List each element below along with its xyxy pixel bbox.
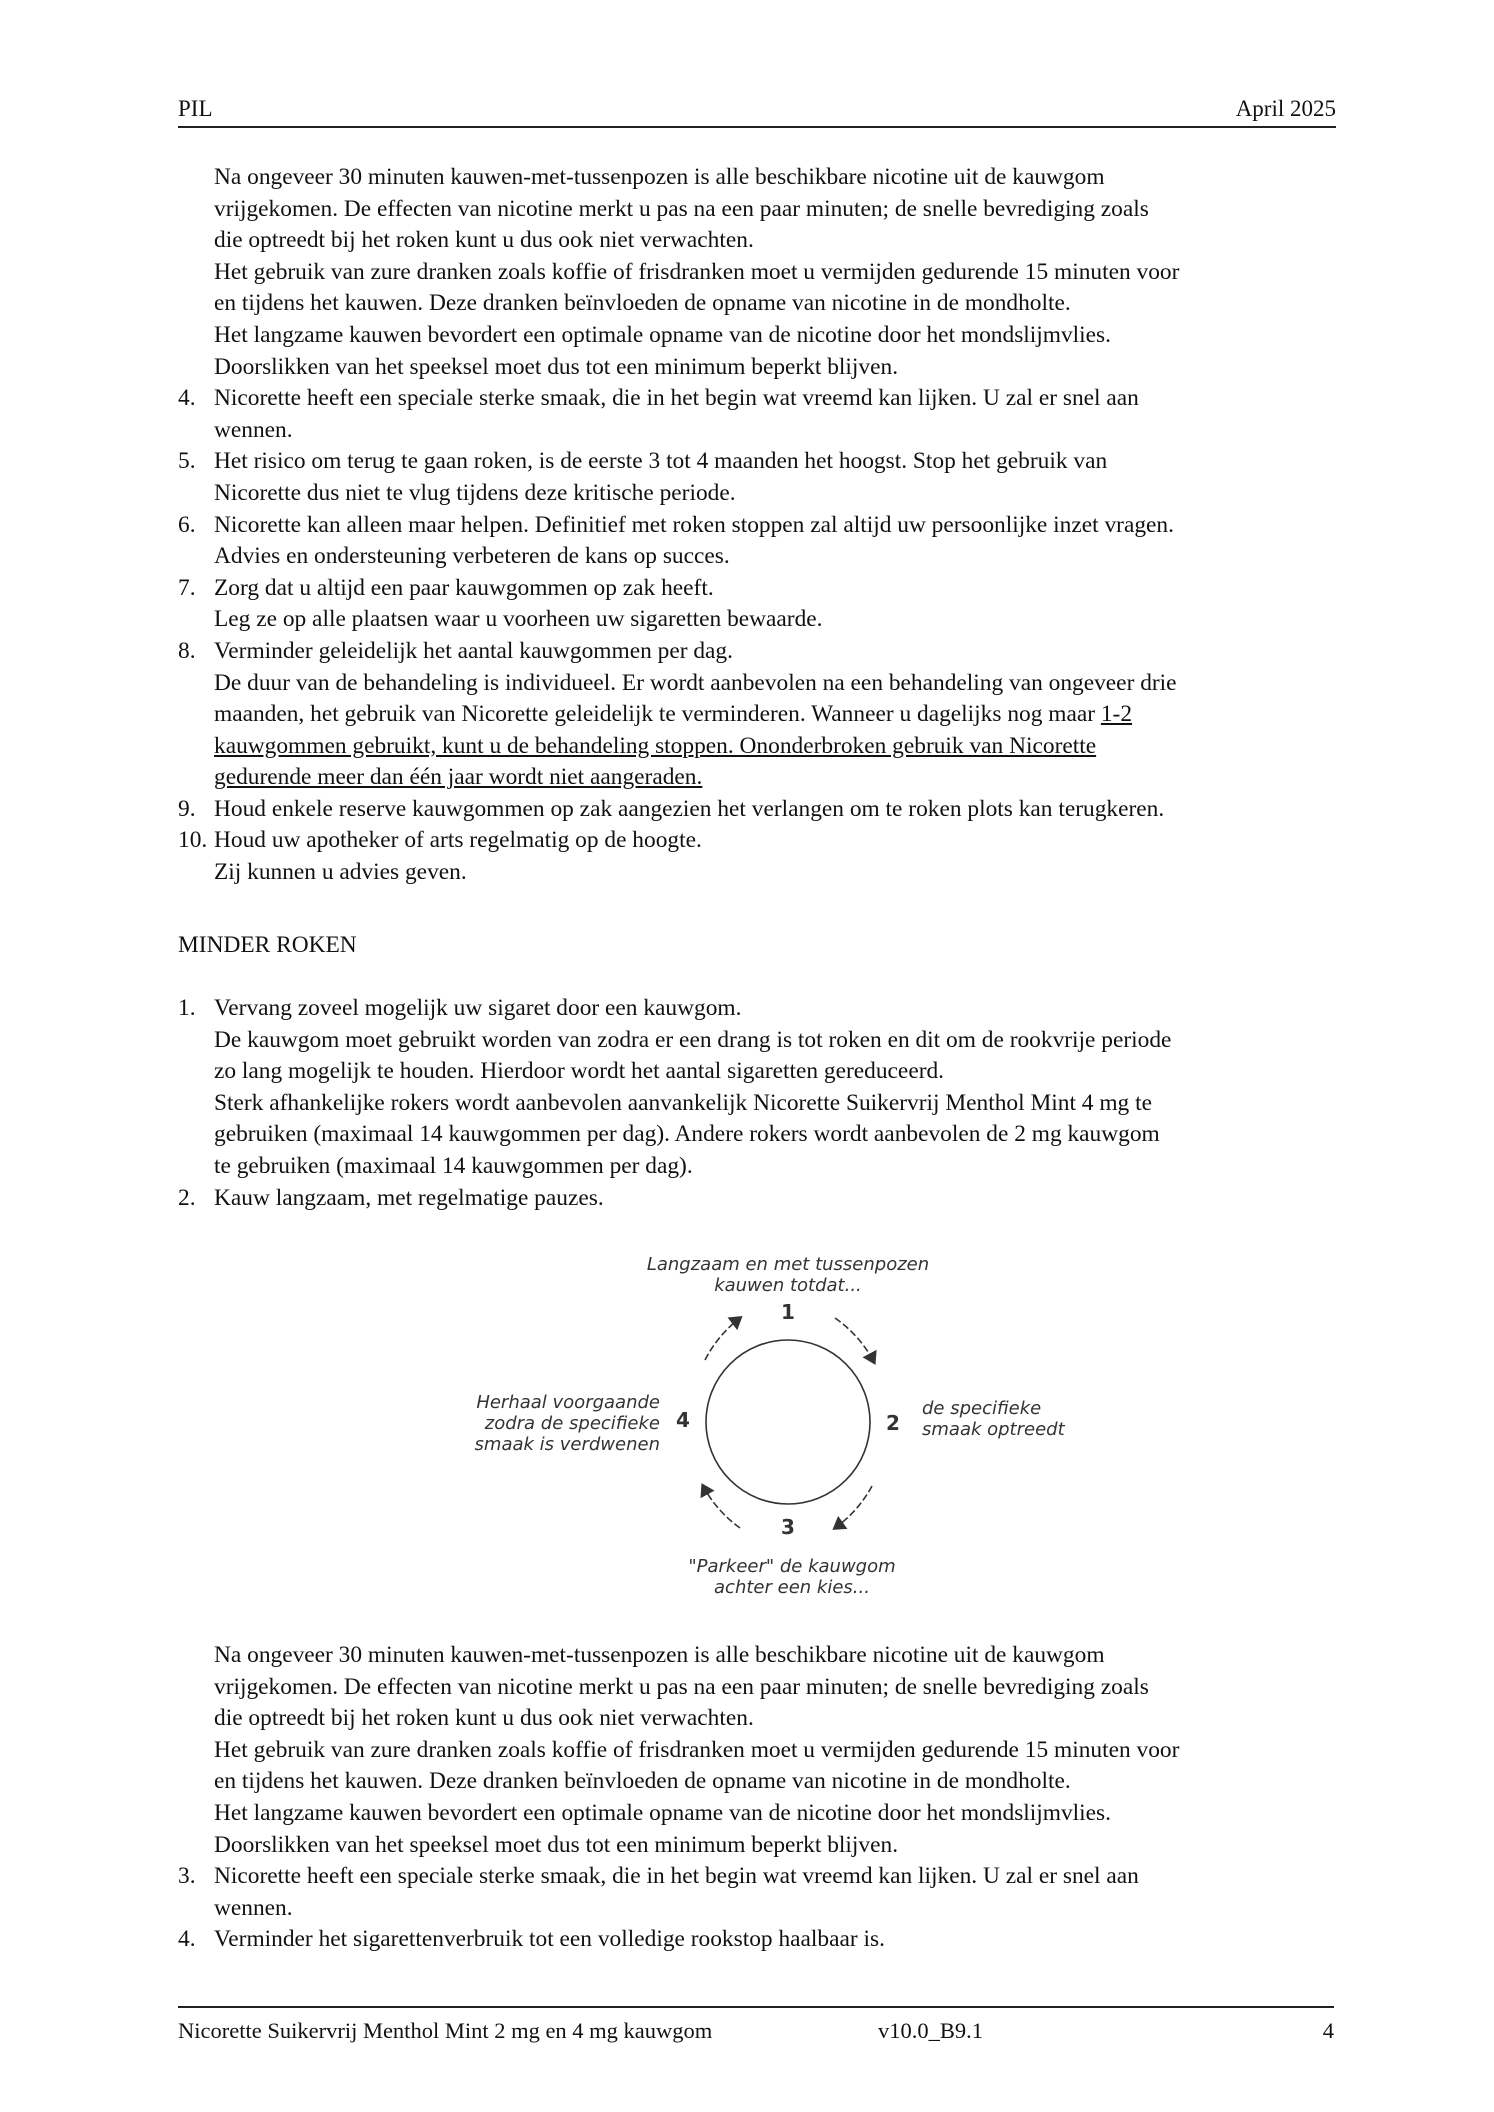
step1-label: Langzaam en met tussenpozen xyxy=(646,1254,930,1275)
page-header xyxy=(178,96,1336,128)
header-date: April 2025 xyxy=(1235,96,1336,121)
list-item: 4. Verminder het sigarettenverbruik tot een volledige rookstop haalbaar is. xyxy=(178,1926,885,1953)
list-item: 7. Zorg dat u altijd een paar kauwgommen op zak heeft. Leg ze op alle plaatsen waar u voorheen uw sigaretten bewaarde. xyxy=(178,574,823,633)
step4-label: smaak is verdwenen xyxy=(474,1434,660,1455)
cycle-arrow xyxy=(835,1486,872,1528)
list-item: 5. Het risico om terug te gaan roken, is de eerste 3 tot 4 maanden het hoogst. Stop het gebruik van Nicorette dus niet te vlug tijdens deze kritische periode. xyxy=(178,448,1108,506)
reduce-smoking-continued xyxy=(178,1640,1338,1956)
step-number: 1 xyxy=(781,1300,795,1324)
reduce-smoking-list xyxy=(178,993,1338,1214)
step1-label: kauwen totdat... xyxy=(714,1275,862,1296)
header-doc-type: PIL xyxy=(178,96,213,121)
page-footer xyxy=(178,2006,1334,2048)
step2-label: smaak optreedt xyxy=(922,1419,1065,1440)
step-number: 4 xyxy=(676,1408,690,1432)
cycle-arrow xyxy=(705,1318,740,1360)
step-number: 3 xyxy=(781,1515,795,1539)
list-item: 3. Nicorette heeft een speciale sterke smaak, die in het begin wat vreemd kan lijken. U zal er snel aan wennen. xyxy=(178,1863,1139,1921)
list-item: 8. Verminder geleidelijk het aantal kauwgommen per dag. De duur van de behandeling is individueel. Er wordt aanbevolen na een behandeling van ongeveer drie maanden, het gebruik van Nicorette geleidelijk te verminderen. Wanneer u dagelijks nog maar 1-2 kauwgommen gebruikt, kunt u de behandeling stoppen. Ononderbroken gebruik van Nicorette gedurende meer dan één jaar wordt niet aangeraden. xyxy=(178,637,1177,791)
step4-label: Herhaal voorgaande xyxy=(476,1392,660,1413)
footer-product-name: Nicorette Suikervrij Menthol Mint 2 mg en 4 mg kauwgom xyxy=(178,2018,713,2043)
page-number: 4 xyxy=(1322,2018,1334,2043)
list-item: 2. Kauw langzaam, met regelmatige pauzes. xyxy=(178,1184,604,1211)
list-item: 1. Vervang zoveel mogelijk uw sigaret door een kauwgom. De kauwgom moet gebruikt worden van zodra er een drang is tot roken en dit om de rookvrije periode zo lang mogelijk te houden. Hierdoor wordt het aantal sigaretten gereduceerd. Sterk afhankelijke rokers wordt aanbevolen aanvankelijk Nicorette Suikervrij Menthol Mint 4 mg te gebruiken (maximaal 14 kauwgommen per dag). Andere rokers wordt aanbevolen de 2 mg kauwgom te gebruiken (maximaal 14 kauwgommen per dag). xyxy=(178,995,1172,1179)
cycle-arrow xyxy=(835,1318,874,1362)
list-item: 6. Nicorette kan alleen maar helpen. Definitief met roken stoppen zal altijd uw persoonlijke inzet vragen. Advies en ondersteuning verbeteren de kans op succes. xyxy=(178,511,1174,570)
step3-label: "Parkeer" de kauwgom xyxy=(688,1556,896,1577)
chewing-cycle-diagram xyxy=(430,1250,1110,1610)
intro-paragraph: Na ongeveer 30 minuten kauwen-met-tussenpozen is alle beschikbare nicotine uit de kauwgom vrijgekomen. De effecten van nicotine merkt u pas na een paar minuten; de snelle bevrediging zoals die optreedt bij het roken kunt u dus ook niet verwachten. Het gebruik van zure dranken zoals koffie of frisdranken moet u vermijden gedurende 15 minuten voor en tijdens het kauwen. Deze dranken beïnvloeden de opname van nicotine in de mondholte. Het langzame kauwen bevordert een optimale opname van de nicotine door het mondslijmvlies. Doorslikken van het speeksel moet dus tot een minimum beperkt blijven. xyxy=(214,1642,1180,1858)
cycle-circle xyxy=(706,1340,870,1504)
step4-label: zodra de specifieke xyxy=(484,1413,660,1434)
step2-label: de specifieke xyxy=(922,1398,1042,1419)
usage-instructions xyxy=(178,162,1338,889)
section-heading: MINDER ROKEN xyxy=(178,932,357,958)
intro-paragraph: Na ongeveer 30 minuten kauwen-met-tussenpozen is alle beschikbare nicotine uit de kauwgom vrijgekomen. De effecten van nicotine merkt u pas na een paar minuten; de snelle bevrediging zoals die optreedt bij het roken kunt u dus ook niet verwachten. Het gebruik van zure dranken zoals koffie of frisdranken moet u vermijden gedurende 15 minuten voor en tijdens het kauwen. Deze dranken beïnvloeden de opname van nicotine in de mondholte. Het langzame kauwen bevordert een optimale opname van de nicotine door het mondslijmvlies. Doorslikken van het speeksel moet dus tot een minimum beperkt blijven. xyxy=(214,164,1180,380)
list-item: 10. Houd uw apotheker of arts regelmatig op de hoogte. Zij kunnen u advies geven. xyxy=(178,827,702,886)
list-item: 4. Nicorette heeft een speciale sterke smaak, die in het begin wat vreemd kan lijken. U zal er snel aan wennen. xyxy=(178,385,1139,443)
cycle-arrow xyxy=(703,1486,740,1528)
footer-version: v10.0_B9.1 xyxy=(878,2018,984,2043)
list-item: 9. Houd enkele reserve kauwgommen op zak aangezien het verlangen om te roken plots kan terugkeren. xyxy=(178,795,1165,822)
step3-label: achter een kies... xyxy=(714,1577,870,1598)
step-number: 2 xyxy=(886,1411,900,1435)
